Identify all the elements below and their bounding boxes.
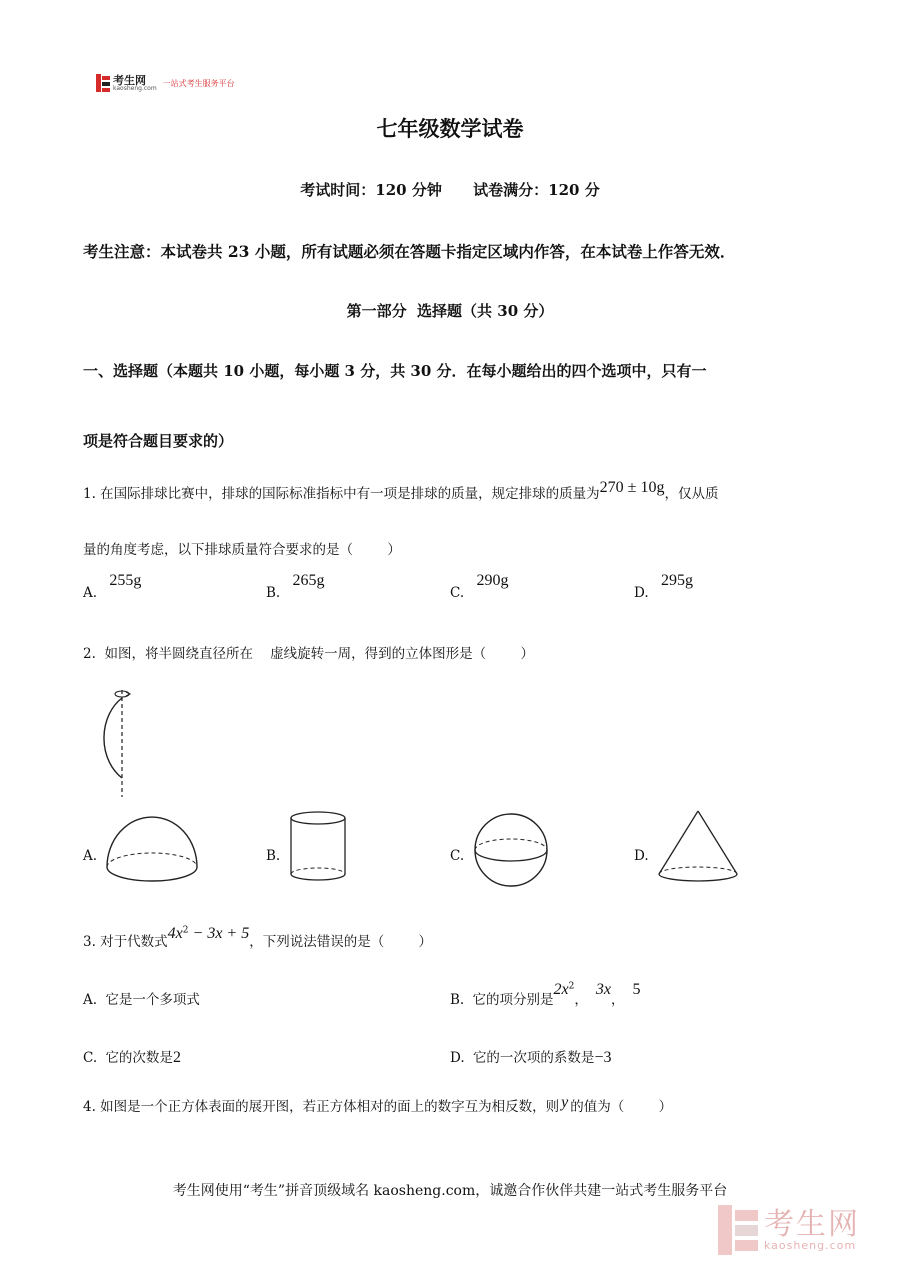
option-value: −3 bbox=[594, 1049, 612, 1066]
q4-line bbox=[83, 1095, 672, 1116]
q1-option-a[interactable] bbox=[83, 572, 142, 601]
option-label: C. bbox=[450, 585, 465, 601]
exam-notice: 考生注意：本试卷共 23 小题，所有试题必须在答题卡指定区域内作答，在本试卷上作答无效． bbox=[83, 242, 736, 261]
term-3: 5 bbox=[632, 981, 641, 998]
option-value: 255g bbox=[109, 572, 142, 589]
page-footer: 考生网使用“考生”拼音顶级域名 kaosheng.com，诚邀合作伙伴共建一站式考生服务平台 bbox=[172, 1183, 728, 1199]
part1-title bbox=[0, 300, 900, 321]
q3-option-a[interactable] bbox=[83, 988, 200, 1008]
watermark-url: kaosheng.com bbox=[764, 1238, 857, 1252]
q3-formula-a: 4x bbox=[167, 925, 183, 942]
option-label: D. bbox=[634, 848, 649, 864]
q2-option-b[interactable] bbox=[266, 848, 280, 864]
term-sep: ， bbox=[574, 992, 588, 1008]
hemisphere-icon bbox=[104, 810, 200, 884]
q3-text-a: 3. 对于代数式 bbox=[83, 934, 168, 950]
term-1: 2x bbox=[553, 981, 569, 998]
header-logo[interactable] bbox=[96, 72, 235, 94]
q1-option-b[interactable] bbox=[266, 572, 325, 601]
q1-formula: 270 ± 10g bbox=[599, 479, 665, 496]
q2-line bbox=[83, 642, 534, 662]
logo-slogan: 一站式考生服务平台 bbox=[162, 78, 235, 88]
watermark-name: 考生网 bbox=[764, 1206, 860, 1242]
option-text: 它的项分别是 bbox=[472, 992, 554, 1008]
q2-option-a[interactable] bbox=[83, 848, 97, 864]
q2-option-c[interactable] bbox=[450, 848, 464, 864]
section1-line1: 一、选择题（本题共 10 小题，每小题 3 分，共 30 分．在每小题给出的四个选项中，只有一 bbox=[83, 362, 707, 380]
term-sep: ， bbox=[610, 992, 625, 1008]
q3-formula-sup: 2 bbox=[182, 925, 189, 936]
sphere-icon bbox=[471, 812, 551, 888]
q2-semicircle-figure bbox=[80, 685, 140, 800]
term-1-sup: 2 bbox=[568, 981, 575, 992]
exam-info bbox=[0, 179, 900, 200]
q1-line1 bbox=[83, 479, 719, 503]
q3-formula-b: − 3x + 5 bbox=[188, 925, 250, 942]
q2-option-d[interactable] bbox=[634, 848, 649, 864]
term-2: 3x bbox=[595, 981, 611, 998]
option-label: C. bbox=[450, 848, 465, 864]
q3-line bbox=[83, 925, 433, 951]
part1-title-text: 第一部分 选择题（共 30 分） bbox=[346, 302, 554, 320]
q1-option-c[interactable] bbox=[450, 572, 509, 601]
logo-mark-icon bbox=[96, 74, 110, 92]
watermark bbox=[718, 1205, 860, 1255]
option-value: 2 bbox=[172, 1049, 181, 1066]
q2-text: 2. 如图，将半圆绕直径所在 虚线旋转一周，得到的立体图形是（ ） bbox=[83, 646, 534, 662]
option-label: A. bbox=[83, 992, 98, 1008]
option-label: B. bbox=[450, 992, 465, 1008]
q4-text-b: 的值为（ ） bbox=[570, 1099, 673, 1115]
page-title: 七年级数学试卷 bbox=[376, 116, 524, 141]
option-label: A. bbox=[83, 848, 98, 864]
logo-url: kaosheng.com bbox=[113, 84, 157, 92]
q1-option-d[interactable] bbox=[634, 572, 693, 601]
logo-name: 考生网 bbox=[113, 73, 146, 87]
q4-text-a: 4. 如图是一个正方体表面的展开图，若正方体相对的面上的数字互为相反数，则 bbox=[83, 1099, 560, 1115]
q3-option-b[interactable] bbox=[450, 981, 641, 1009]
option-value: 290g bbox=[476, 572, 509, 589]
option-value: 295g bbox=[660, 572, 693, 589]
q3-text-b: ，下列说法错误的是（ ） bbox=[249, 934, 433, 950]
q1-text-a: 1. 在国际排球比赛中，排球的国际标准指标中有一项是排球的质量，规定排球的质量为 bbox=[83, 486, 600, 502]
option-label: C. bbox=[83, 1050, 98, 1066]
option-label: D. bbox=[450, 1050, 465, 1066]
watermark-logo-icon bbox=[718, 1205, 758, 1255]
q3-option-c[interactable] bbox=[83, 1046, 181, 1067]
q1-line2-text: 量的角度考虑，以下排球质量符合要求的是（ ） bbox=[83, 542, 401, 558]
option-label: B. bbox=[266, 585, 281, 601]
section1-line2: 项是符合题目要求的） bbox=[83, 432, 234, 450]
logo-text bbox=[113, 75, 157, 92]
exam-info-text: 考试时间：120 分钟 试卷满分：120 分 bbox=[300, 181, 600, 199]
option-label: D. bbox=[634, 585, 649, 601]
cylinder-icon bbox=[286, 808, 350, 886]
q1-text-b: ，仅从质 bbox=[664, 486, 719, 502]
watermark-text bbox=[764, 1206, 860, 1252]
option-label: A. bbox=[83, 585, 98, 601]
option-text: 它是一个多项式 bbox=[105, 992, 200, 1008]
option-text: 它的一次项的系数是 bbox=[472, 1050, 595, 1066]
q4-var: y bbox=[561, 1094, 569, 1111]
q3-option-d[interactable] bbox=[450, 1046, 611, 1067]
q3-terms bbox=[554, 982, 575, 998]
option-text: 它的次数是 bbox=[105, 1050, 173, 1066]
q3-formula bbox=[168, 926, 250, 942]
cone-icon bbox=[656, 808, 740, 886]
option-value: 265g bbox=[292, 572, 325, 589]
q1-line2 bbox=[83, 538, 401, 558]
option-label: B. bbox=[266, 848, 281, 864]
